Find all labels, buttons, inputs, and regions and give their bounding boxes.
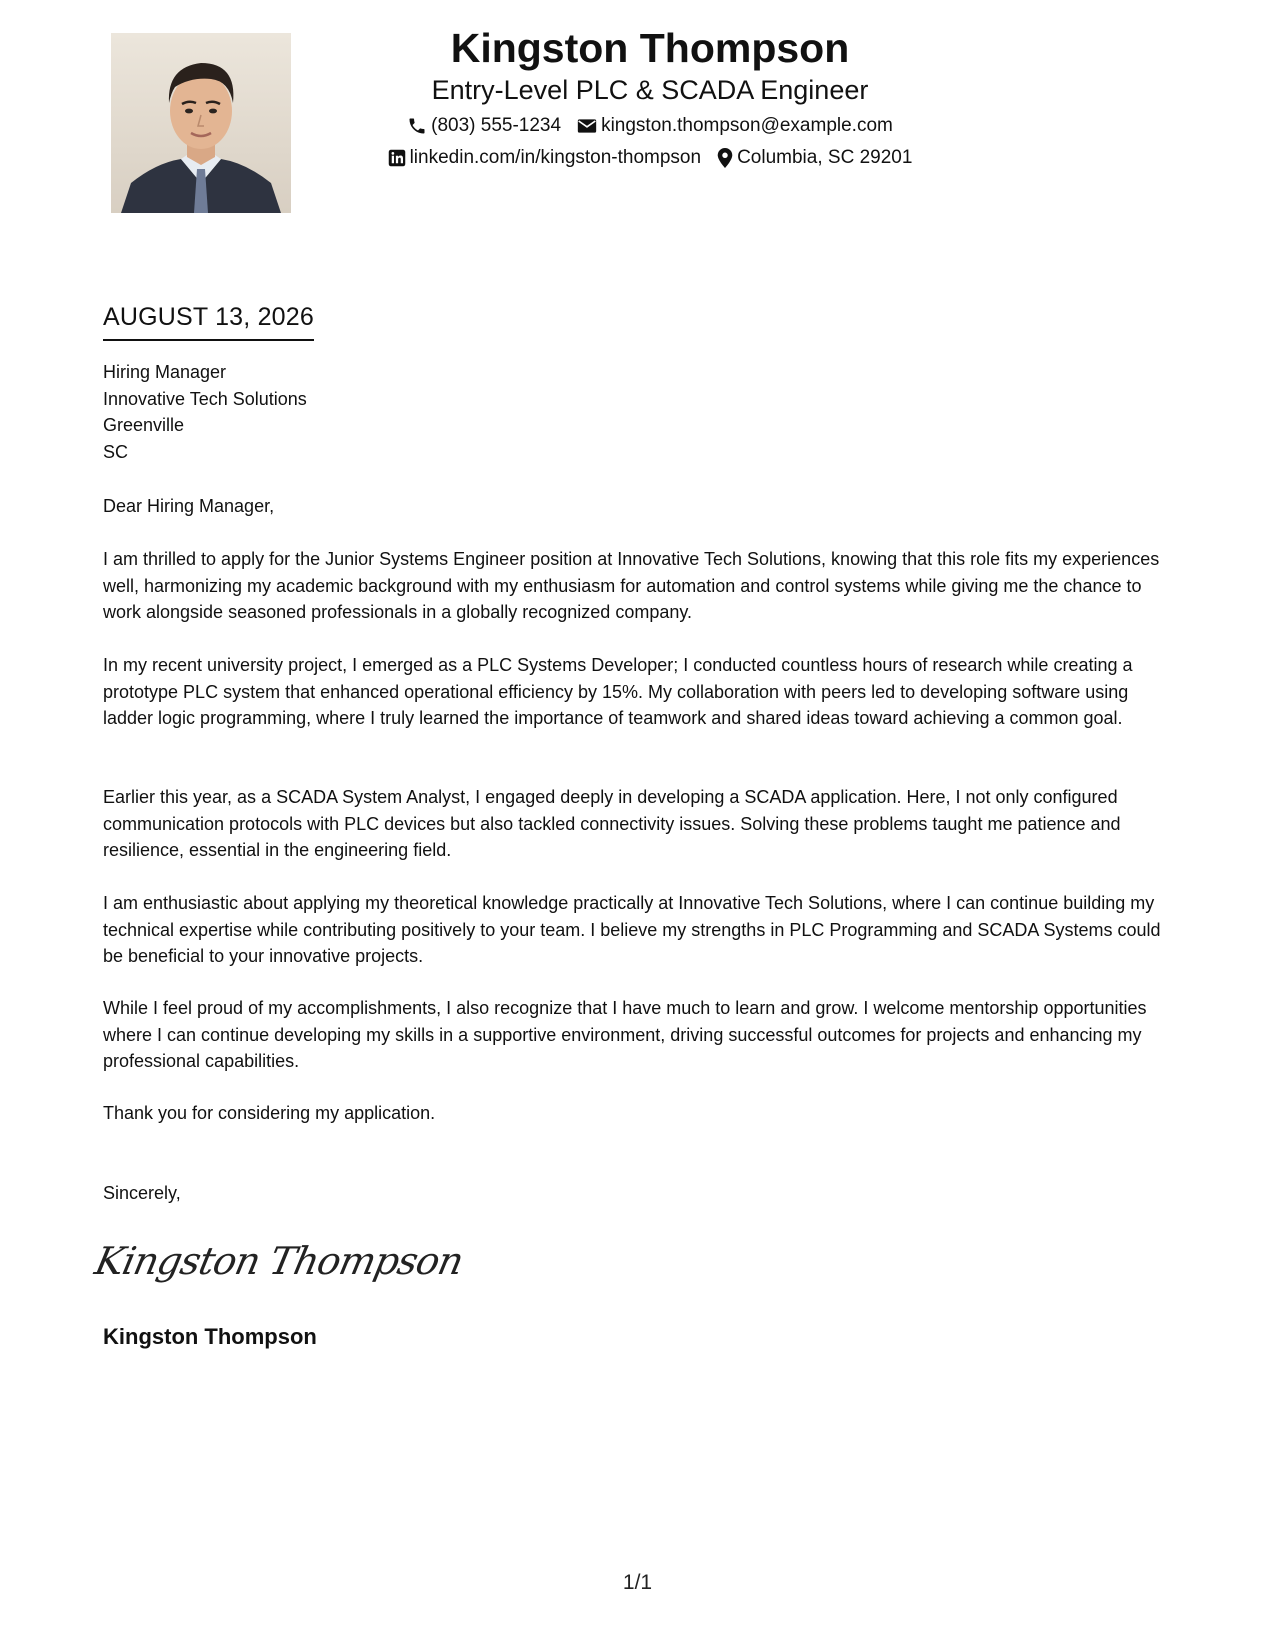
body-paragraph-2: In my recent university project, I emerged as a PLC Systems Developer; I conducted countless hours of research while creating a prototype PLC system that enhanced operational efficiency by 15%. My collaboration with peers led to developing software using ladder logic programming, where I truly learned the importance of teamwork and shared ideas toward achieving a common goal. [103,655,1133,728]
recipient-company: Innovative Tech Solutions [103,388,307,409]
recipient-block [103,359,1175,465]
letter-date: AUGUST 13, 2026 [103,301,314,341]
portrait-image [111,33,291,213]
letter-greeting: Dear Hiring Manager, [103,496,275,516]
linkedin-icon [388,149,406,167]
body-paragraph-5: While I feel proud of my accomplishments, I also recognize that I have much to learn and grow. I welcome mentorship opportunities where I can continue developing my skills in a supportive environment, driving successful outcomes for projects and enhancing my professional capabilities. [103,998,1147,1071]
phone-number: (803) 555-1234 [431,115,562,136]
map-pin-icon [717,148,733,168]
body-paragraph-3: Earlier this year, as a SCADA System Analyst, I engaged deeply in developing a SCADA application. Here, I not only configured communication protocols with PLC devices but also tackled connectivity issues. Solving these problems taught me patience and resilience, essential in the engineering field. [103,787,1121,860]
body-paragraph-1: I am thrilled to apply for the Junior Systems Engineer position at Innovative Tech Solutions, knowing that this role fits my experiences well, harmonizing my academic background with my enthusiasm for automation and control systems while giving me the chance to work alongside seasoned professionals in a globally recognized company. [103,549,1160,622]
recipient-city: Greenville [103,415,185,435]
email-address[interactable]: kingston.thompson@example.com [601,115,893,136]
signer-name: Kingston Thompson [103,1324,317,1349]
recipient-title: Hiring Manager [103,362,227,382]
contact-row-primary [340,114,960,138]
handwritten-signature [90,1232,467,1292]
recipient-state: SC [103,441,129,462]
page-indicator: 1/1 [622,1571,653,1594]
applicant-name: Kingston Thompson [450,25,850,71]
contact-row-secondary [340,146,960,170]
body-paragraph-4: I am enthusiastic about applying my theoretical knowledge practically at Innovative Tech Solutions, where I can continue building my technical expertise while contributing positively to your team. I believe my strengths in PLC Programming and SCADA Systems could be beneficial to your innovative projects. [103,893,1161,966]
phone-contact [407,114,561,138]
linkedin-contact[interactable] [388,146,702,170]
body-paragraph-6: Thank you for considering my application. [103,1103,436,1123]
profile-photo [111,33,291,213]
letter-header [340,22,960,170]
applicant-title: Entry-Level PLC & SCADA Engineer [431,75,869,105]
svg-text:Kingston Thompson: Kingston Thompson [90,1239,467,1284]
location-text: Columbia, SC 29201 [737,147,913,168]
letter-closing: Sincerely, [103,1183,181,1203]
envelope-icon [577,117,597,135]
signature-image [90,1232,467,1292]
linkedin-url[interactable]: linkedin.com/in/kingston-thompson [409,147,702,168]
location-contact [717,146,912,170]
email-contact[interactable] [577,114,893,138]
phone-icon [407,116,427,136]
